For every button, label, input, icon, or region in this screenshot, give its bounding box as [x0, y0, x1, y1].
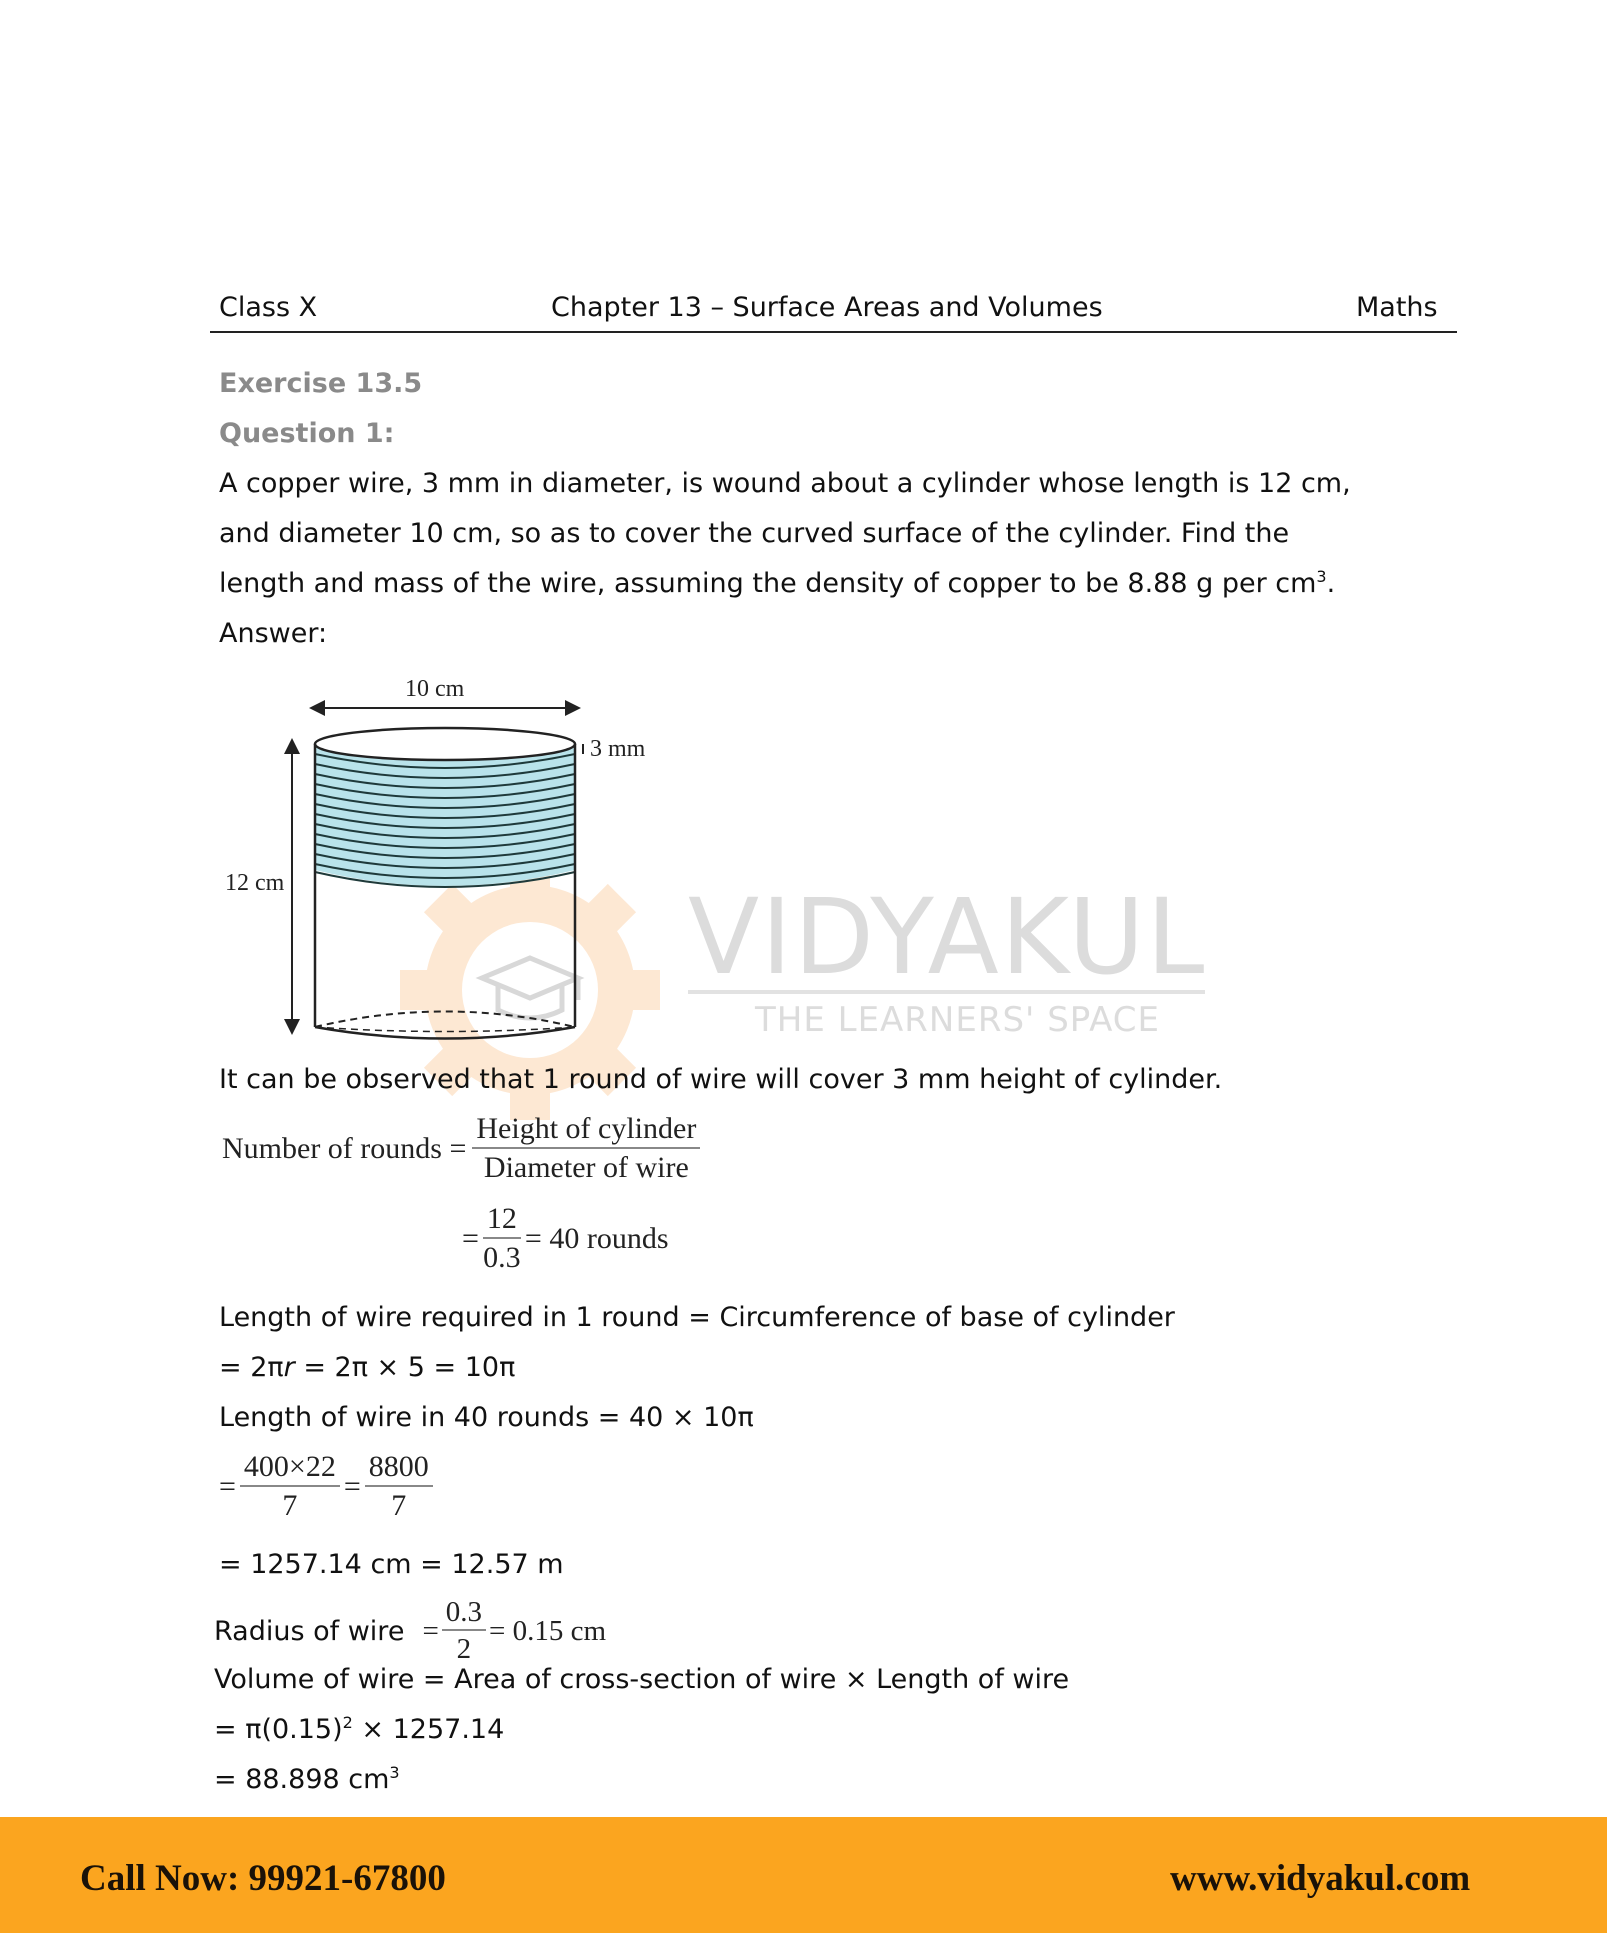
cylinder-figure: [215, 670, 665, 1040]
observation-text: It can be observed that 1 round of wire will cover 3 mm height of cylinder.: [219, 1064, 1223, 1095]
header-class: Class X: [219, 292, 318, 323]
footer-banner: [0, 1817, 1607, 1933]
solution-block-1: [219, 1293, 1175, 1443]
length-fraction-equation: = $\frac{400\times 22}{7}$ = $\frac{8800}{7}$: [219, 1450, 433, 1524]
header-chapter: Chapter 13 – Surface Areas and Volumes: [551, 292, 1103, 323]
answer-label: Answer:: [219, 618, 328, 649]
website-link[interactable]: www.vidyakul.com: [1170, 1858, 1471, 1899]
question-line-2: and diameter 10 cm, so as to cover the curved surface of the cylinder. Find the: [219, 518, 1290, 549]
wire-diameter-label: 3 mm: [590, 736, 646, 762]
volume-formula: Volume of wire = Area of cross-section of wire × Length of wire: [214, 1664, 1070, 1695]
height-label: 12 cm: [225, 870, 285, 896]
rounds-equation-2: = $\frac{12}{0.3}$ = 40 rounds: [462, 1202, 669, 1274]
rounds-lhs: Number of rounds =: [222, 1132, 467, 1165]
volume-result: = 88.898 $cm^3$: [214, 1763, 400, 1795]
length-40-rounds: Length of wire in 40 rounds = 40 × 10π: [219, 1402, 754, 1433]
question-text: [219, 459, 1351, 659]
question-line-3: length and mass of the wire, assuming the density of copper to be 8.88 g per $cm^3$.: [219, 567, 1336, 599]
diameter-label: 10 cm: [405, 676, 465, 702]
solution-block-2: [214, 1655, 1069, 1805]
rounds-equation: [222, 1112, 700, 1186]
radius-label: Radius of wire: [214, 1616, 405, 1648]
header-divider: [210, 331, 1457, 333]
exercise-title: Exercise 13.5: [219, 368, 423, 399]
call-now-text[interactable]: Call Now: 99921-67800: [80, 1858, 446, 1899]
length-one-round: Length of wire required in 1 round = Circumference of base of cylinder: [219, 1302, 1175, 1333]
question-label: Question 1:: [219, 418, 395, 449]
radius-equation: Radius of wire = $\frac{0.3}{2}$ = 0.15 cm: [214, 1596, 607, 1666]
question-line-1: A copper wire, 3 mm in diameter, is wound about a cylinder whose length is 12 cm,: [219, 468, 1351, 499]
watermark-brand: VIDYAKUL: [688, 876, 1207, 998]
cylinder-top: [315, 728, 575, 760]
header-subject: Maths: [1356, 292, 1438, 323]
circumference-calc: = 2πr = 2π × 5 = 10π: [219, 1352, 516, 1383]
watermark-tagline: THE LEARNERS' SPACE: [755, 1000, 1161, 1040]
watermark-rule: [688, 990, 1205, 994]
volume-calc: = $\pi(0.15)^2 \times 1257.14$: [214, 1713, 505, 1745]
length-result: = 1257.14 cm = 12.57 m: [219, 1549, 564, 1580]
rounds-denominator: Diameter of wire: [483, 1150, 689, 1184]
wire-coil: [315, 744, 575, 886]
rounds-numerator: Height of cylinder: [472, 1112, 700, 1149]
